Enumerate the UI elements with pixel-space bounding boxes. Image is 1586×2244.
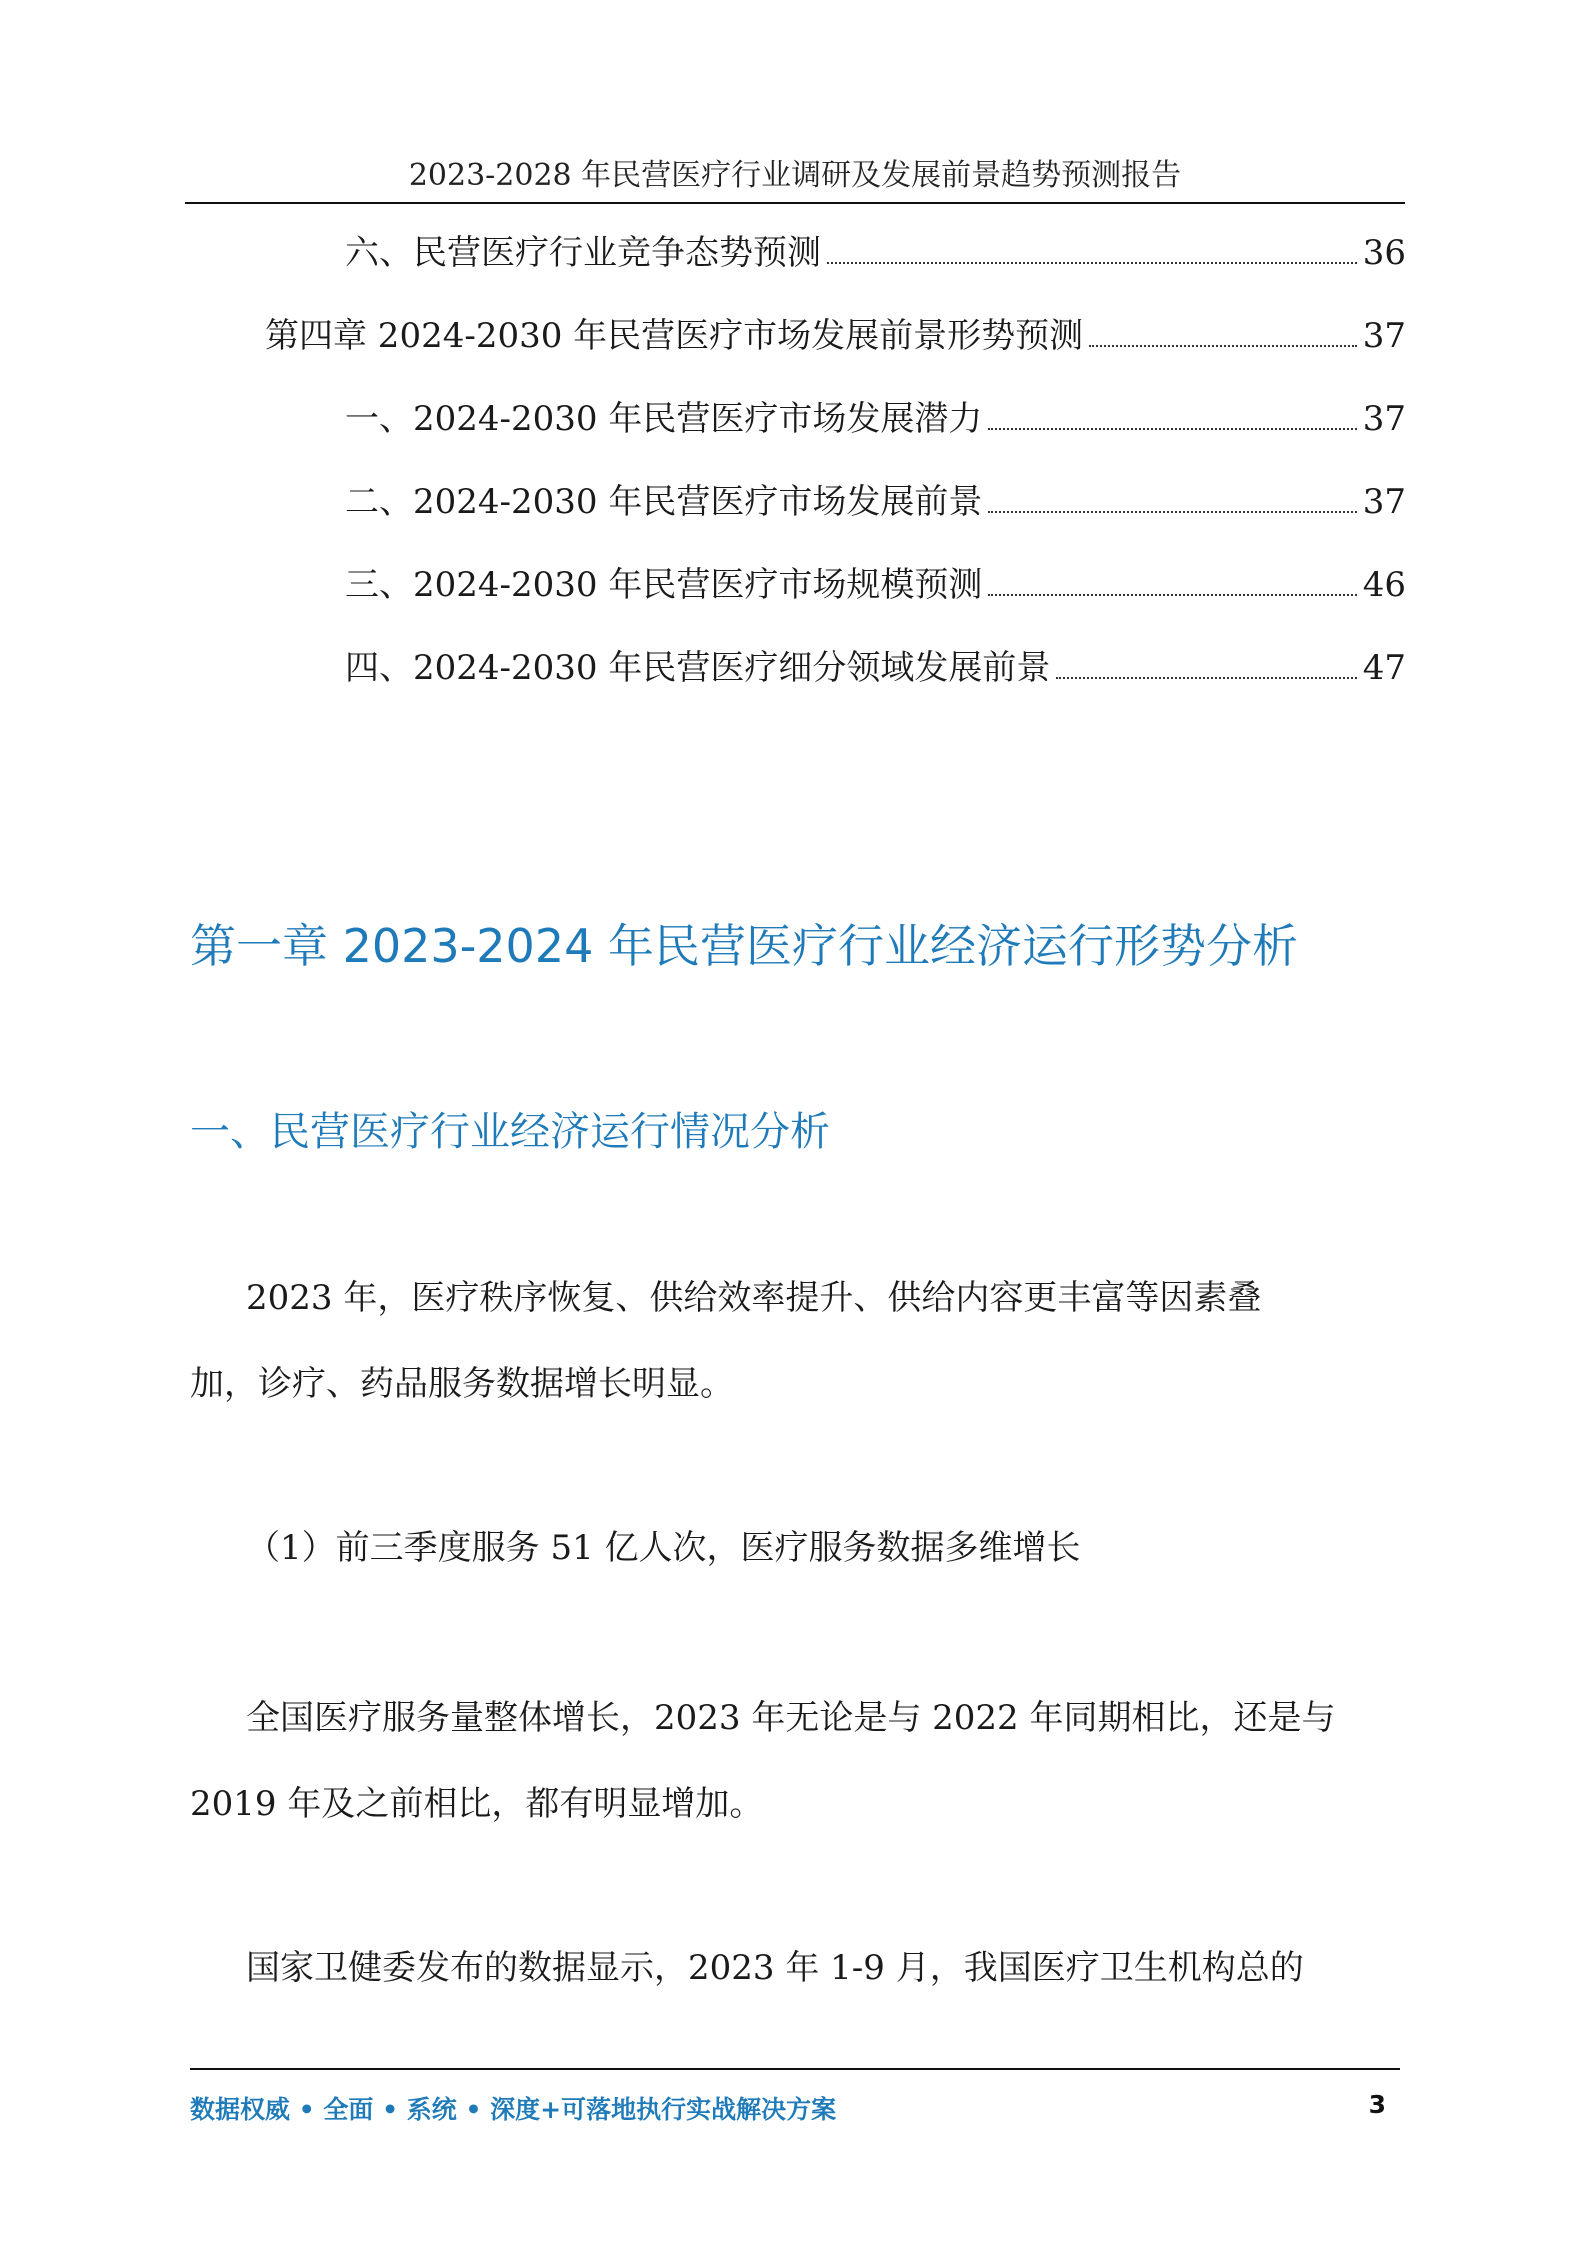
toc-entry-label: 三、2024-2030 年民营医疗市场规模预测 [345, 565, 983, 605]
toc-entry[interactable] [345, 557, 1406, 617]
toc-dot-leader [988, 594, 1356, 596]
footer-tagline: 数据权威 • 全面 • 系统 • 深度+可落地执行实战解决方案 [190, 2095, 837, 2124]
body-paragraph [190, 1675, 1405, 1847]
header-divider [185, 202, 1405, 204]
toc-dot-leader [1089, 345, 1357, 347]
toc-dot-leader [1056, 677, 1356, 679]
toc-entry-label: 六、民营医疗行业竞争态势预测 [345, 233, 821, 273]
toc-dot-leader [988, 428, 1356, 430]
toc-entry[interactable] [345, 474, 1406, 534]
toc-dot-leader [988, 511, 1356, 513]
running-header-title: 2023-2028 年民营医疗行业调研及发展前景趋势预测报告 [408, 158, 1182, 193]
paragraph-line: （1）前三季度服务 51 亿人次，医疗服务数据多维增长 [246, 1528, 1081, 1568]
paragraph-line: 2019 年及之前相比，都有明显增加。 [190, 1784, 764, 1824]
toc-dot-leader [827, 262, 1357, 264]
paragraph-line: 加，诊疗、药品服务数据增长明显。 [190, 1364, 734, 1404]
toc-entry-label: 二、2024-2030 年民营医疗市场发展前景 [345, 482, 983, 522]
body-paragraph [190, 1925, 1405, 2011]
toc-entry-page: 46 [1362, 565, 1406, 605]
toc-entry-label: 第四章 2024-2030 年民营医疗市场发展前景形势预测 [265, 316, 1084, 356]
body-subheading [190, 1505, 1405, 1591]
paragraph-line: 全国医疗服务量整体增长，2023 年无论是与 2022 年同期相比，还是与 [246, 1698, 1336, 1738]
body-paragraph [190, 1255, 1405, 1427]
toc-entry-page: 37 [1362, 482, 1406, 522]
toc-entry-page: 47 [1362, 648, 1406, 688]
toc-entry[interactable] [345, 225, 1406, 285]
toc-entry-page: 37 [1362, 399, 1406, 439]
paragraph-line: 2023 年，医疗秩序恢复、供给效率提升、供给内容更丰富等因素叠 [246, 1278, 1262, 1318]
toc-entry[interactable] [265, 308, 1406, 368]
section-heading: 一、民营医疗行业经济运行情况分析 [190, 1109, 830, 1155]
toc-entry-label: 一、2024-2030 年民营医疗市场发展潜力 [345, 399, 983, 439]
toc-entry-label: 四、2024-2030 年民营医疗细分领域发展前景 [345, 648, 1051, 688]
chapter-heading: 第一章 2023-2024 年民营医疗行业经济运行形势分析 [190, 919, 1298, 973]
toc-entry-page: 36 [1362, 233, 1406, 273]
page-number: 3 [1368, 2090, 1386, 2119]
paragraph-line: 国家卫健委发布的数据显示，2023 年 1-9 月，我国医疗卫生机构总的 [246, 1948, 1304, 1988]
toc-entry[interactable] [345, 640, 1406, 700]
footer-divider [190, 2068, 1400, 2070]
toc-entry[interactable] [345, 391, 1406, 451]
toc-entry-page: 37 [1362, 316, 1406, 356]
